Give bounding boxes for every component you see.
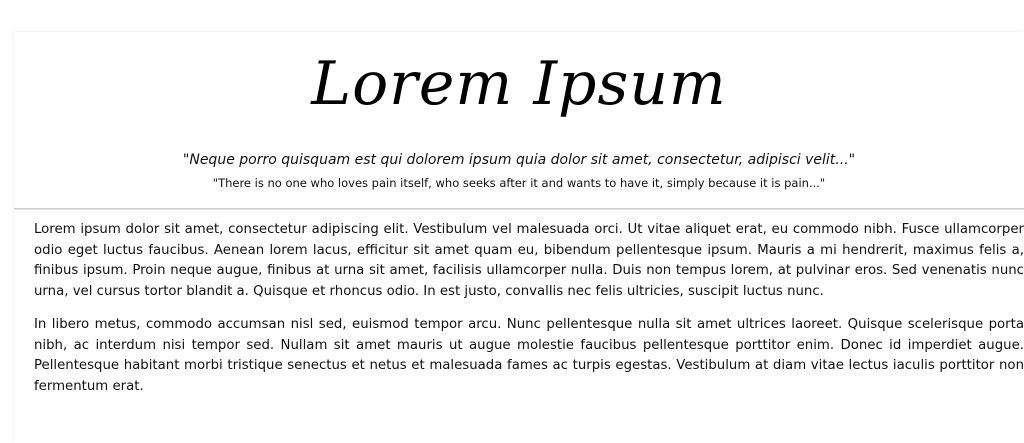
- body-content: [34, 220, 1024, 410]
- page-header: [14, 32, 1024, 210]
- latin-quote: "Neque porro quisquam est qui dolorem ipsum quia dolor sit amet, consectetur, adipisci velit...": [182, 152, 856, 168]
- page-title: Lorem Ipsum: [311, 49, 727, 119]
- header-divider: [14, 208, 1024, 210]
- document-page: [14, 32, 1024, 443]
- paragraph-2: In libero metus, commodo accumsan nisl sed, euismod tempor arcu. Nunc pellentesque nulla sit amet ultrices laoreet. Quisque scelerisque porta nibh, ac interdum nisi tempor sed. Nullam sit amet mauris ut augue molestie faucibus pellentesque porttitor enim. Donec id imperdiet augue. Pellentesque habitant morbi tristique senectus et netus et malesuada fames ac turpis egestas. Vestibulum at diam vitae lectus iaculis porttitor non fermentum erat.: [34, 317, 1024, 394]
- english-quote: "There is no one who loves pain itself, who seeks after it and wants to have it, simply because it is pain...": [212, 176, 826, 190]
- paragraph-1: Lorem ipsum dolor sit amet, consectetur adipiscing elit. Vestibulum vel malesuada orci. Ut vitae aliquet erat, eu commodo nibh. Fusce ullamcorper odio eget luctus faucibus. Aenean lorem lacus, efficitur sit amet quam eu, bibendum pellentesque ipsum. Mauris a mi hendrerit, maximus felis a, finibus ipsum. Proin neque augue, finibus at urna sit amet, facilisis ullamcorper nulla. Duis non tempus lorem, at pulvinar eros. Sed venenatis nunc urna, vel cursus tortor blandit a. Quisque et rhoncus odio. In est justo, convallis nec felis ultricies, suscipit luctus nunc.: [34, 222, 1024, 299]
